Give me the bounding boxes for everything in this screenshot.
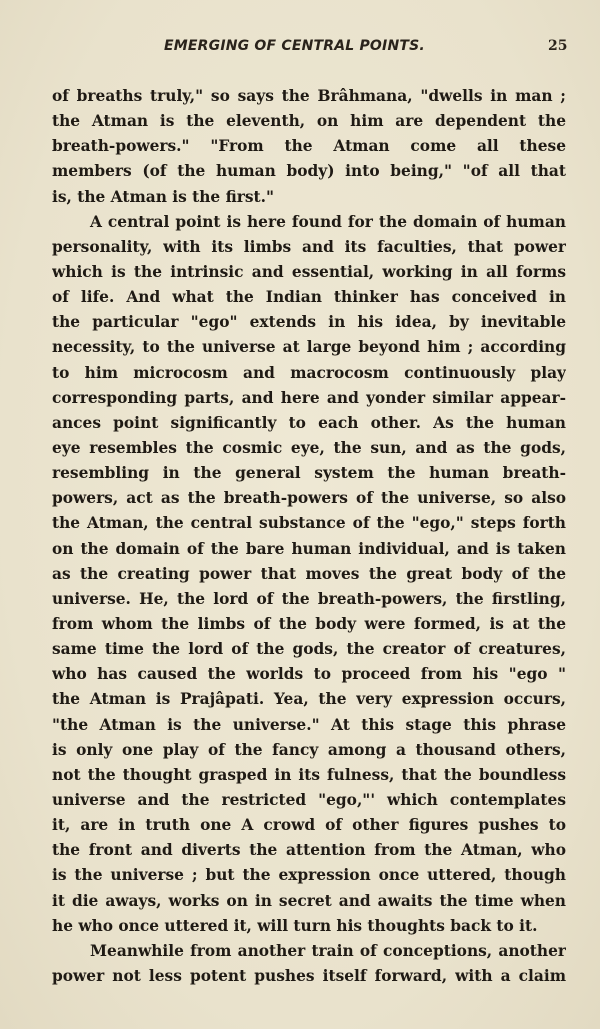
text-line: same time the lord of the gods, the creator of creatures, [52, 640, 566, 659]
text-line: personality, with its limbs and its faculties, that power [52, 237, 566, 256]
text-line: is only one play of the fancy among a thousand others, [52, 740, 566, 759]
page-header [0, 38, 600, 60]
text-line: corresponding parts, and here and yonder similar appear- [52, 388, 566, 407]
text-line: who has caused the worlds to proceed from his "ego " [52, 665, 566, 684]
text-line: he who once uttered it, will turn his thoughts back to it. [52, 916, 538, 935]
text-line: necessity, to the universe at large beyond him ; according [52, 338, 566, 357]
running-head: EMERGING OF CENTRAL POINTS. [164, 38, 425, 54]
text-line: ances point significantly to each other. As the human [52, 413, 566, 432]
text-line: eye resembles the cosmic eye, the sun, and as the gods, [52, 438, 566, 457]
text-line: not the thought grasped in its fulness, that the boundless [52, 765, 566, 784]
text-line: members (of the human body) into being," "of all that [52, 162, 566, 181]
text-line: the Atman, the central substance of the "ego," steps forth [52, 514, 566, 533]
text-line: as the creating power that moves the great body of the [52, 564, 566, 583]
text-line: resembling in the general system the human breath- [52, 464, 566, 483]
text-line: universe. He, the lord of the breath-powers, the firstling, [52, 589, 566, 608]
body-text [52, 84, 566, 989]
page-number: 25 [548, 38, 568, 54]
text-line: from whom the limbs of the body were formed, is at the [52, 614, 566, 633]
text-line: the Atman is the eleventh, on him are dependent the [52, 112, 566, 131]
text-line: breath-powers." "From the Atman come all these [52, 137, 566, 156]
text-line: universe and the restricted "ego,"' which contemplates [52, 790, 566, 809]
text-line: Meanwhile from another train of conceptions, another [90, 941, 566, 960]
text-line: of life. And what the Indian thinker has conceived in [52, 288, 566, 307]
text-line: it die aways, works on in secret and awaits the time when [52, 891, 566, 910]
text-line: the particular "ego" extends in his idea, by inevitable [52, 313, 566, 332]
text-line: which is the intrinsic and essential, working in all forms [52, 262, 566, 281]
text-line: "the Atman is the universe." At this stage this phrase [52, 715, 566, 734]
text-line: on the domain of the bare human individual, and is taken [52, 539, 566, 558]
text-line: is, the Atman is the first." [52, 187, 275, 206]
text-line: A central point is here found for the domain of human [90, 212, 566, 231]
text-line: of breaths truly," so says the Brâhmana, "dwells in man ; [52, 87, 566, 105]
text-line: the front and diverts the attention from the Atman, who [52, 841, 566, 860]
text-line: the Atman is Prajâpati. Yea, the very expression occurs, [52, 690, 566, 709]
text-line: is the universe ; but the expression once uttered, though [52, 866, 566, 885]
text-line: powers, act as the breath-powers of the universe, so also [52, 489, 566, 508]
text-line: it, are in truth one A crowd of other figures pushes to [52, 816, 566, 835]
text-line: power not less potent pushes itself forward, with a claim [52, 966, 566, 985]
text-line: to him microcosm and macrocosm continuously play [52, 363, 566, 382]
